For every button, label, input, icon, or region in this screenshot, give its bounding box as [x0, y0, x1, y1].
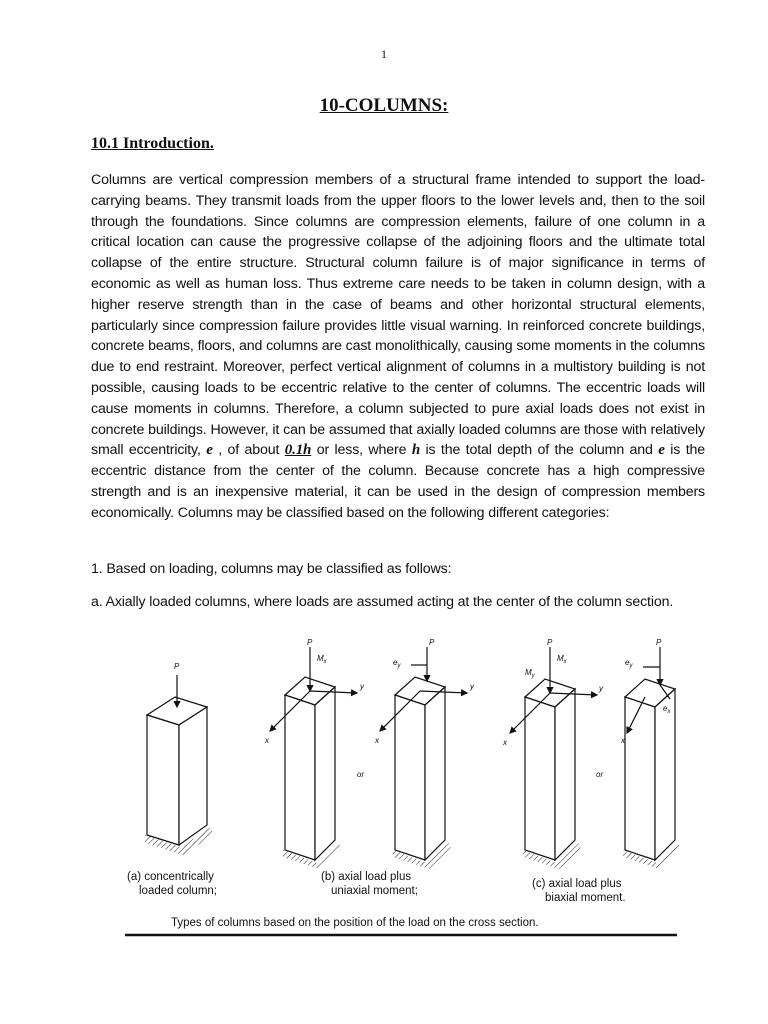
label-y: y [599, 684, 603, 693]
label-or: or [357, 770, 365, 779]
page-title: 10-COLUMNS: [319, 95, 449, 116]
label-ey: $e_y$ [625, 658, 633, 669]
label-p: P [547, 638, 553, 647]
column-types-figure [125, 635, 680, 945]
list-item-1a: a. Axially loaded columns, where loads are assumed acting at the center of the column section. [91, 594, 674, 610]
panel-c-caption-2: biaxial moment. [545, 892, 626, 904]
column-c2-drawing [623, 647, 679, 869]
intro-text: is the eccentric distance from the center of the column. Because concrete has a high compressive strength and is an inexpensive material, it can be used in the design of compression members economically. Columns may be classified based on the following different categories: [91, 442, 705, 521]
panel-b-caption-1: (b) axial load plus [321, 871, 412, 883]
label-ex: $e_x$ [663, 704, 671, 715]
panel-a-caption-2: loaded column; [139, 885, 217, 897]
label-x: x [503, 738, 507, 747]
section-heading: 10.1 Introduction. [91, 135, 214, 152]
page-number: 1 [381, 47, 387, 61]
column-a-drawing [145, 675, 213, 855]
label-p: P [429, 638, 435, 647]
symbol-e: e [206, 442, 213, 459]
column-c1-drawing [510, 647, 597, 869]
label-my: $M_y$ [525, 668, 535, 679]
panel-b-caption-2: uniaxial moment; [331, 885, 418, 897]
label-x: x [265, 736, 269, 745]
label-mx: $M_x$ [317, 654, 327, 665]
symbol-e: e [658, 442, 665, 459]
label-y: y [360, 682, 364, 691]
symbol-h: h [411, 442, 421, 459]
figure-caption: Types of columns based on the position of the load on the cross section. [171, 917, 539, 929]
intro-text: or less, where [316, 442, 407, 459]
column-b1-drawing [270, 647, 357, 869]
intro-paragraph [91, 170, 705, 524]
label-p: P [656, 638, 662, 647]
label-y: y [470, 682, 474, 691]
list-item-1: 1. Based on loading, columns may be classified as follows: [91, 561, 452, 577]
label-or: or [596, 770, 604, 779]
intro-text: is the total depth of the column and [425, 442, 653, 459]
label-p: P [174, 662, 180, 671]
panel-c-caption-1: (c) axial load plus [532, 878, 622, 890]
label-p: P [307, 638, 313, 647]
label-ey: $e_y$ [393, 658, 401, 669]
intro-text: , of about [218, 442, 280, 459]
column-b2-drawing [380, 647, 467, 869]
label-x: x [375, 736, 379, 745]
intro-text: Columns are vertical compression members of a structural frame intended to support the load-carrying beams. They transmit loads from the upper floors to the lower levels and, then to the soil through the foundations. Since columns are compression elements, failure of one column in a critical location can cause the progressive collapse of the adjoining floors and the ultimate total collapse of the entire structure. Structural column failure is of major significance in terms of economic as well as human loss. Thus extreme care needs to be taken in column design, with a higher reserve strength than in the case of beams and other horizontal structural elements, particularly since compression failure provides little visual warning. In reinforced concrete buildings, concrete beams, floors, and columns are cast monolithically, causing some moments in the columns due to end restraint. Moreover, perfect vertical alignment of columns in a multistory building is not possible, causing loads to be eccentric relative to the center of columns. The eccentric loads will cause moments in columns. Therefore, a column subjected to pure axial loads does not exist in concrete buildings. However, it can be assumed that axially loaded columns are those with relatively small eccentricity, [91, 172, 705, 459]
label-mx: $M_x$ [557, 654, 567, 665]
panel-a-caption-1: (a) concentrically [127, 871, 214, 883]
label-x: x [621, 736, 625, 745]
symbol-01h: 0.1h [284, 442, 312, 459]
